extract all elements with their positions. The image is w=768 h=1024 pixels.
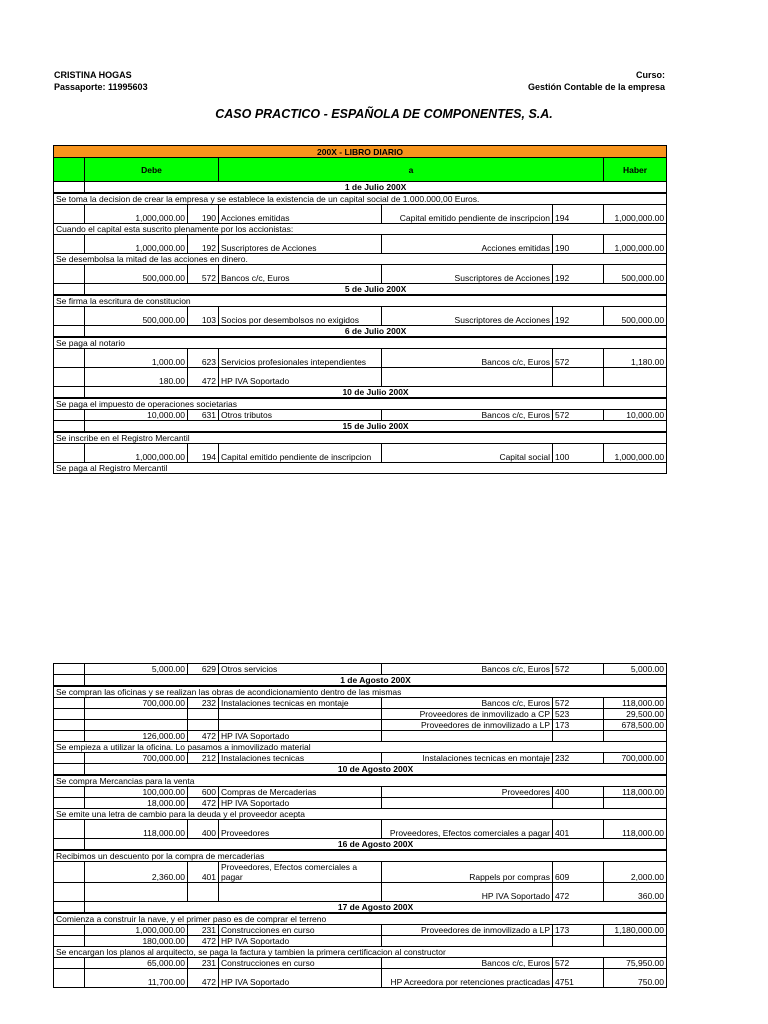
debit-account-code: 572	[188, 265, 219, 284]
debit-account-code	[188, 883, 219, 902]
credit-account-name: Bancos c/c, Euros	[382, 958, 553, 969]
description-row	[54, 850, 667, 862]
course-info	[528, 69, 665, 93]
debit-account-name: Servicios profesionales intependientes	[219, 349, 382, 368]
debit-amount: 2,360.00	[85, 862, 188, 883]
description-row	[54, 193, 667, 205]
debit-account-name: HP IVA Soportado	[219, 936, 382, 947]
credit-amount: 500,000.00	[604, 265, 667, 284]
journal-entry-row	[54, 958, 667, 969]
passport-number: Passaporte: 11995603	[54, 82, 148, 92]
journal-entry-row	[54, 820, 667, 839]
credit-amount: 2,000.00	[604, 862, 667, 883]
credit-account-code: 173	[553, 925, 604, 936]
credit-amount: 678,500.00	[604, 720, 667, 731]
description-row	[54, 224, 667, 235]
description-row	[54, 775, 667, 787]
debit-account-code: 631	[188, 410, 219, 421]
credit-account-name: Bancos c/c, Euros	[382, 410, 553, 421]
journal-entry-row	[54, 205, 667, 224]
credit-account-name: Proveedores de inmovilizado a LP	[382, 720, 553, 731]
debit-account-code: 472	[188, 798, 219, 809]
credit-account-name: Capital emitido pendiente de inscripcion	[382, 205, 553, 224]
credit-account-name: Suscriptores de Acciones	[382, 265, 553, 284]
debit-amount: 18,000.00	[85, 798, 188, 809]
journal-entry-row	[54, 368, 667, 387]
debit-account-code: 600	[188, 787, 219, 798]
date-row	[54, 284, 667, 296]
credit-account-name: Acciones emitidas	[382, 235, 553, 254]
entry-date: 6 de Julio 200X	[85, 326, 667, 338]
credit-amount: 1,000,000.00	[604, 444, 667, 463]
credit-account-code: 609	[553, 862, 604, 883]
description-row	[54, 432, 667, 444]
credit-account-code: 523	[553, 709, 604, 720]
journal-entry-row	[54, 883, 667, 902]
credit-account-code: 572	[553, 349, 604, 368]
spacer-cell	[54, 284, 85, 296]
debit-account-code: 401	[188, 862, 219, 883]
debit-account-name	[219, 883, 382, 902]
credit-account-code: 4751	[553, 969, 604, 988]
credit-amount: 118,000.00	[604, 820, 667, 839]
debit-amount: 5,000.00	[85, 664, 188, 675]
credit-amount: 118,000.00	[604, 787, 667, 798]
debit-account-code: 472	[188, 368, 219, 387]
credit-amount	[604, 368, 667, 387]
credit-account-name: Suscriptores de Acciones	[382, 307, 553, 326]
credit-account-code: 572	[553, 410, 604, 421]
credit-account-name: HP Acreedora por retenciones practicadas	[382, 969, 553, 988]
spacer-cell	[54, 720, 85, 731]
journal-table-page-2	[53, 663, 667, 988]
spacer-cell	[54, 182, 85, 194]
debit-amount: 118,000.00	[85, 820, 188, 839]
description-row	[54, 809, 667, 820]
course-name: Gestión Contable de la empresa	[527, 82, 665, 92]
debit-account-code: 231	[188, 925, 219, 936]
debit-account-name: Proveedores	[219, 820, 382, 839]
description-row	[54, 947, 667, 958]
credit-account-name: Instalaciones tecnicas en montaje	[382, 753, 553, 764]
entry-description: Se compra Mercancias para la venta	[54, 775, 667, 787]
description-row	[54, 742, 667, 753]
debit-account-name: Proveedores, Efectos comerciales a pagar	[219, 862, 382, 883]
credit-account-code: 190	[553, 235, 604, 254]
journal-entry-row	[54, 787, 667, 798]
spacer-cell	[54, 698, 85, 709]
student-info	[54, 69, 148, 93]
credit-amount: 29,500.00	[604, 709, 667, 720]
debit-amount: 180.00	[85, 368, 188, 387]
debit-account-code: 472	[188, 936, 219, 947]
debit-account-code: 232	[188, 698, 219, 709]
debit-account-name: HP IVA Soportado	[219, 969, 382, 988]
debit-amount: 11,700.00	[85, 969, 188, 988]
entry-description: Se paga el impuesto de operaciones societarias	[54, 398, 667, 410]
spacer-cell	[54, 753, 85, 764]
description-row	[54, 254, 667, 265]
credit-account-name: Capital social	[382, 444, 553, 463]
debit-account-name: Construcciones en curso	[219, 925, 382, 936]
credit-account-code: 400	[553, 787, 604, 798]
spacer-cell	[54, 387, 85, 399]
debit-amount: 126,000.00	[85, 731, 188, 742]
journal-entry-row	[54, 969, 667, 988]
spacer-cell	[54, 307, 85, 326]
journal-entry-row	[54, 235, 667, 254]
debit-amount: 10,000.00	[85, 410, 188, 421]
debit-account-code: 190	[188, 205, 219, 224]
debit-account-name	[219, 709, 382, 720]
journal-entry-row	[54, 862, 667, 883]
debit-account-name: Otros tributos	[219, 410, 382, 421]
credit-amount: 700,000.00	[604, 753, 667, 764]
date-row	[54, 764, 667, 776]
date-row	[54, 387, 667, 399]
credit-amount: 1,000,000.00	[604, 205, 667, 224]
credit-amount: 750.00	[604, 969, 667, 988]
entry-description: Se empieza a utilizar la oficina. Lo pasamos a inmovilizado material	[54, 742, 667, 753]
debit-account-name: HP IVA Soportado	[219, 368, 382, 387]
debit-account-code: 623	[188, 349, 219, 368]
debit-amount: 500,000.00	[85, 307, 188, 326]
entry-date: 10 de Agosto 200X	[85, 764, 667, 776]
credit-account-code: 192	[553, 307, 604, 326]
credit-account-name: Bancos c/c, Euros	[382, 664, 553, 675]
entry-description: Se desembolsa la mitad de las acciones en dinero.	[54, 254, 667, 265]
entry-date: 16 de Agosto 200X	[85, 839, 667, 851]
entry-date: 5 de Julio 200X	[85, 284, 667, 296]
credit-account-code	[553, 368, 604, 387]
debit-amount	[85, 709, 188, 720]
spacer-cell	[54, 902, 85, 914]
spacer-cell	[54, 883, 85, 902]
journal-entry-row	[54, 349, 667, 368]
credit-account-name: Proveedores de inmovilizado a LP	[382, 925, 553, 936]
entry-date: 1 de Julio 200X	[85, 182, 667, 194]
credit-account-name	[382, 936, 553, 947]
credit-amount	[604, 731, 667, 742]
haber-header: Haber	[604, 158, 667, 182]
entry-date: 1 de Agosto 200X	[85, 675, 667, 687]
spacer-cell	[54, 764, 85, 776]
credit-account-code: 572	[553, 698, 604, 709]
credit-amount: 1,000,000.00	[604, 235, 667, 254]
book-title-row	[54, 146, 667, 158]
entry-description: Se compran las oficinas y se realizan las obras de acondicionamiento dentro de las mismas	[54, 686, 667, 698]
date-row	[54, 421, 667, 433]
credit-account-code	[553, 731, 604, 742]
journal-entry-row	[54, 925, 667, 936]
credit-amount: 500,000.00	[604, 307, 667, 326]
journal-entry-row	[54, 307, 667, 326]
description-row	[54, 686, 667, 698]
journal-entry-row	[54, 709, 667, 720]
spacer-cell	[54, 664, 85, 675]
date-row	[54, 675, 667, 687]
credit-account-code: 173	[553, 720, 604, 731]
journal-entry-row	[54, 798, 667, 809]
journal-table-page-1	[53, 145, 667, 474]
debit-amount	[85, 883, 188, 902]
entry-description: Se emite una letra de cambio para la deuda y el proveedor acepta	[54, 809, 667, 820]
credit-amount: 360.00	[604, 883, 667, 902]
debit-account-name: Instalaciones tecnicas	[219, 753, 382, 764]
spacer-cell	[54, 798, 85, 809]
course-label: Curso:	[636, 70, 665, 80]
debit-account-name: Bancos c/c, Euros	[219, 265, 382, 284]
spacer-cell	[54, 709, 85, 720]
credit-account-code: 232	[553, 753, 604, 764]
description-row	[54, 913, 667, 925]
entry-description: Se paga al notario	[54, 337, 667, 349]
credit-account-name: Proveedores, Efectos comerciales a pagar	[382, 820, 553, 839]
date-row	[54, 839, 667, 851]
debit-amount: 100,000.00	[85, 787, 188, 798]
debit-account-name: Acciones emitidas	[219, 205, 382, 224]
journal-entry-row	[54, 265, 667, 284]
entry-description: Se firma la escritura de constitucion	[54, 295, 667, 307]
student-name: CRISTINA HOGAS	[54, 70, 132, 80]
credit-account-code: 401	[553, 820, 604, 839]
spacer-cell	[54, 349, 85, 368]
spacer-cell	[54, 969, 85, 988]
debit-account-name: HP IVA Soportado	[219, 798, 382, 809]
credit-amount	[604, 798, 667, 809]
credit-account-code: 572	[553, 664, 604, 675]
debe-header: Debe	[85, 158, 219, 182]
entry-date: 10 de Julio 200X	[85, 387, 667, 399]
spacer-cell	[54, 731, 85, 742]
entry-description: Se encargan los planos al arquitecto, se paga la factura y tambien la primera certificacion al constructor	[54, 947, 667, 958]
debit-account-code: 212	[188, 753, 219, 764]
spacer-cell	[54, 326, 85, 338]
spacer-cell	[54, 235, 85, 254]
debit-account-code: 400	[188, 820, 219, 839]
debit-account-code	[188, 709, 219, 720]
journal-entry-row	[54, 664, 667, 675]
credit-account-code: 100	[553, 444, 604, 463]
description-row	[54, 337, 667, 349]
journal-entry-row	[54, 936, 667, 947]
credit-account-code: 194	[553, 205, 604, 224]
credit-account-name	[382, 731, 553, 742]
debit-account-name: Socios por desembolsos no exigidos	[219, 307, 382, 326]
credit-amount	[604, 936, 667, 947]
spacer-cell	[54, 675, 85, 687]
spacer-cell	[54, 787, 85, 798]
spacer-cell	[54, 205, 85, 224]
credit-amount: 1,180,000.00	[604, 925, 667, 936]
debit-account-name: Construcciones en curso	[219, 958, 382, 969]
date-row	[54, 326, 667, 338]
entry-description: Se paga al Registro Mercantil	[54, 463, 667, 474]
a-header: a	[219, 158, 604, 182]
spacer-cell	[54, 410, 85, 421]
debit-account-code: 231	[188, 958, 219, 969]
document-title: CASO PRACTICO - ESPAÑOLA DE COMPONENTES, S.A.	[215, 107, 553, 121]
credit-account-name: Proveedores de inmovilizado a CP	[382, 709, 553, 720]
entry-description: Cuando el capital esta suscrito plenamente por los accionistas:	[54, 224, 667, 235]
entry-date: 17 de Agosto 200X	[85, 902, 667, 914]
debit-amount: 180,000.00	[85, 936, 188, 947]
debit-account-name: HP IVA Soportado	[219, 731, 382, 742]
debit-account-name: Compras de Mercaderias	[219, 787, 382, 798]
credit-account-name	[382, 368, 553, 387]
debit-account-code: 194	[188, 444, 219, 463]
credit-account-code: 472	[553, 883, 604, 902]
description-row	[54, 398, 667, 410]
credit-account-name: Rappels por compras	[382, 862, 553, 883]
debit-account-code: 472	[188, 969, 219, 988]
credit-account-name: HP IVA Soportado	[382, 883, 553, 902]
spacer-cell	[54, 862, 85, 883]
debit-account-code	[188, 720, 219, 731]
credit-account-name	[382, 798, 553, 809]
debit-amount: 1,000,000.00	[85, 205, 188, 224]
debit-amount: 500,000.00	[85, 265, 188, 284]
entry-description: Comienza a construir la nave, y el primer paso es de comprar el terreno	[54, 913, 667, 925]
entry-description: Recibimos un descuento por la compra de mercaderias	[54, 850, 667, 862]
debit-account-name: Otros servicios	[219, 664, 382, 675]
debit-amount: 1,000.00	[85, 349, 188, 368]
debit-account-code: 103	[188, 307, 219, 326]
debit-amount: 1,000,000.00	[85, 235, 188, 254]
journal-entry-row	[54, 753, 667, 764]
debit-account-name: Instalaciones tecnicas en montaje	[219, 698, 382, 709]
column-header-row	[54, 158, 667, 182]
spacer-cell	[54, 421, 85, 433]
credit-amount: 10,000.00	[604, 410, 667, 421]
debit-account-code: 192	[188, 235, 219, 254]
journal-entry-row	[54, 731, 667, 742]
book-title: 200X - LIBRO DIARIO	[54, 146, 667, 158]
debit-amount: 1,000,000.00	[85, 925, 188, 936]
debit-amount: 1,000,000.00	[85, 444, 188, 463]
debit-amount: 700,000.00	[85, 698, 188, 709]
spacer-cell	[54, 925, 85, 936]
credit-amount: 1,180.00	[604, 349, 667, 368]
spacer-cell	[54, 368, 85, 387]
debit-amount	[85, 720, 188, 731]
credit-account-code: 192	[553, 265, 604, 284]
spacer-cell	[54, 265, 85, 284]
journal-entry-row	[54, 698, 667, 709]
credit-account-code	[553, 798, 604, 809]
debit-account-name: Suscriptores de Acciones	[219, 235, 382, 254]
credit-amount: 118,000.00	[604, 698, 667, 709]
date-row	[54, 902, 667, 914]
debit-account-name: Capital emitido pendiente de inscripcion	[219, 444, 382, 463]
spacer-cell	[54, 958, 85, 969]
credit-account-name: Proveedores	[382, 787, 553, 798]
debit-amount: 700,000.00	[85, 753, 188, 764]
credit-amount: 75,950.00	[604, 958, 667, 969]
debit-account-name	[219, 720, 382, 731]
credit-account-name: Bancos c/c, Euros	[382, 349, 553, 368]
credit-amount: 5,000.00	[604, 664, 667, 675]
debit-account-code: 472	[188, 731, 219, 742]
debit-account-code: 629	[188, 664, 219, 675]
credit-account-name: Bancos c/c, Euros	[382, 698, 553, 709]
spacer-cell	[54, 936, 85, 947]
journal-entry-row	[54, 410, 667, 421]
description-row	[54, 463, 667, 474]
date-row	[54, 182, 667, 194]
description-row	[54, 295, 667, 307]
spacer-cell	[54, 820, 85, 839]
spacer-cell	[54, 444, 85, 463]
entry-description: Se toma la decision de crear la empresa y se establece la existencia de un capital social de 1.000.000,00 Euros.	[54, 193, 667, 205]
credit-account-code	[553, 936, 604, 947]
credit-account-code: 572	[553, 958, 604, 969]
spacer-cell	[54, 839, 85, 851]
journal-entry-row	[54, 444, 667, 463]
entry-description: Se inscribe en el Registro Mercantil	[54, 432, 667, 444]
entry-date: 15 de Julio 200X	[85, 421, 667, 433]
debit-amount: 65,000.00	[85, 958, 188, 969]
journal-entry-row	[54, 720, 667, 731]
